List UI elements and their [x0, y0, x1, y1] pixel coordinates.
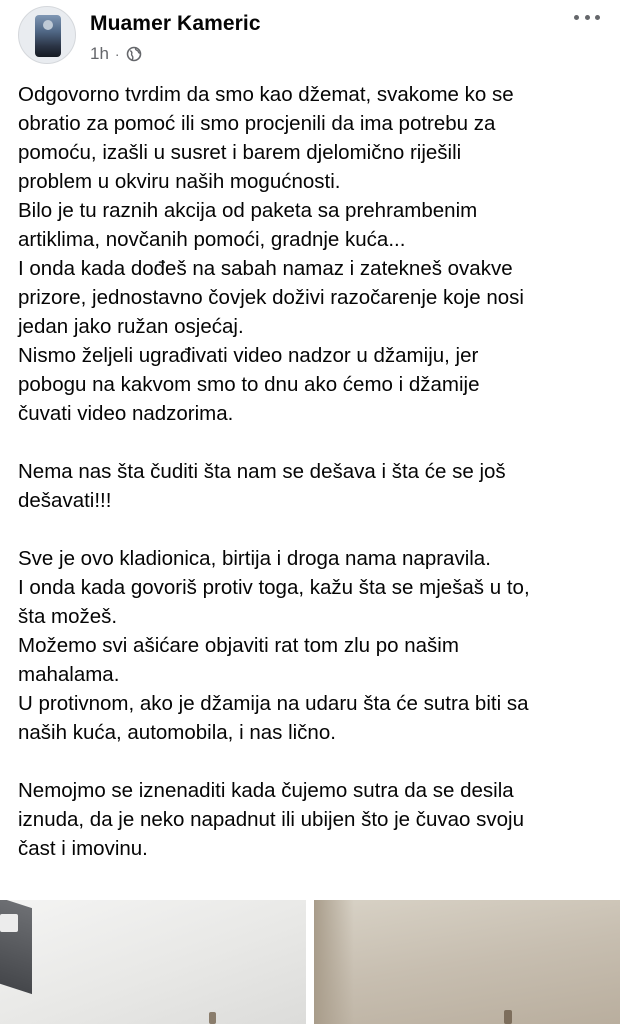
- photo-object: [504, 1010, 512, 1024]
- more-options-icon[interactable]: [574, 12, 600, 22]
- post-text-line: Sve je ovo kladionica, birtija i droga nama napravila.: [18, 547, 491, 570]
- more-dot: [574, 15, 579, 20]
- post-text-line: jedan jako ružan osjećaj.: [18, 315, 244, 338]
- photo-object: [0, 914, 18, 932]
- avatar[interactable]: [18, 6, 76, 64]
- post-header: [0, 0, 620, 78]
- post-text-line: pobogu na kakvom smo to dnu ako ćemo i džamije: [18, 373, 480, 396]
- post-text-line: U protivnom, ako je džamija na udaru šta će sutra biti sa: [18, 692, 529, 715]
- post-text-line: čast i imovinu.: [18, 837, 148, 860]
- post-text-line: problem u okviru naših mogućnosti.: [18, 170, 341, 193]
- post-photo-2[interactable]: [314, 900, 620, 1024]
- post-text-line: Nismo željeli ugrađivati video nadzor u džamiju, jer: [18, 344, 479, 367]
- post-time[interactable]: 1h: [90, 44, 109, 63]
- post-text-line: dešavati!!!: [18, 489, 112, 512]
- globe-icon[interactable]: [126, 46, 142, 62]
- post-text-line: artiklima, novčanih pomoći, gradnje kuća...: [18, 228, 406, 251]
- post-text-line: Nemojmo se iznenaditi kada čujemo sutra da se desila: [18, 779, 514, 802]
- photo-object: [209, 1012, 216, 1024]
- post-text-line: pomoću, izašli u susret i barem djelomično riješili: [18, 141, 462, 164]
- post-text-line: obratio za pomoć ili smo procjenili da ima potrebu za: [18, 112, 496, 135]
- paragraph-gap: [18, 747, 608, 776]
- post-text-line: Možemo svi ašićare objaviti rat tom zlu po našim: [18, 634, 459, 657]
- post-body: [18, 80, 608, 863]
- post-meta: [90, 44, 142, 64]
- post-text-line: prizore, jednostavno čovjek doživi razočarenje koje nosi: [18, 286, 524, 309]
- post-photos: [0, 900, 620, 1024]
- photo-object: [314, 900, 354, 1024]
- author-name[interactable]: Muamer Kameric: [90, 12, 261, 35]
- post-text-line: iznuda, da je neko napadnut ili ubijen što je čuvao svoju: [18, 808, 525, 831]
- post-text-line: naših kuća, automobila, i nas lično.: [18, 721, 336, 744]
- more-dot: [595, 15, 600, 20]
- post-photo-1[interactable]: [0, 900, 306, 1024]
- post-text-line: I onda kada dođeš na sabah namaz i zatekneš ovakve: [18, 257, 513, 280]
- post-text-line: šta možeš.: [18, 605, 118, 628]
- more-dot: [585, 15, 590, 20]
- meta-separator: ·: [114, 46, 120, 62]
- paragraph-gap: [18, 515, 608, 544]
- post-text-line: I onda kada govoriš protiv toga, kažu šta se mješaš u to,: [18, 576, 530, 599]
- post-text-line: čuvati video nadzorima.: [18, 402, 234, 425]
- post-text-line: Nema nas šta čuditi šta nam se dešava i šta će se još: [18, 460, 506, 483]
- post-text-line: Bilo je tu raznih akcija od paketa sa prehrambenim: [18, 199, 478, 222]
- post-text-line: Odgovorno tvrdim da smo kao džemat, svakome ko se: [18, 83, 514, 106]
- post-text-line: mahalama.: [18, 663, 120, 686]
- paragraph-gap: [18, 428, 608, 457]
- avatar-photo: [35, 15, 61, 57]
